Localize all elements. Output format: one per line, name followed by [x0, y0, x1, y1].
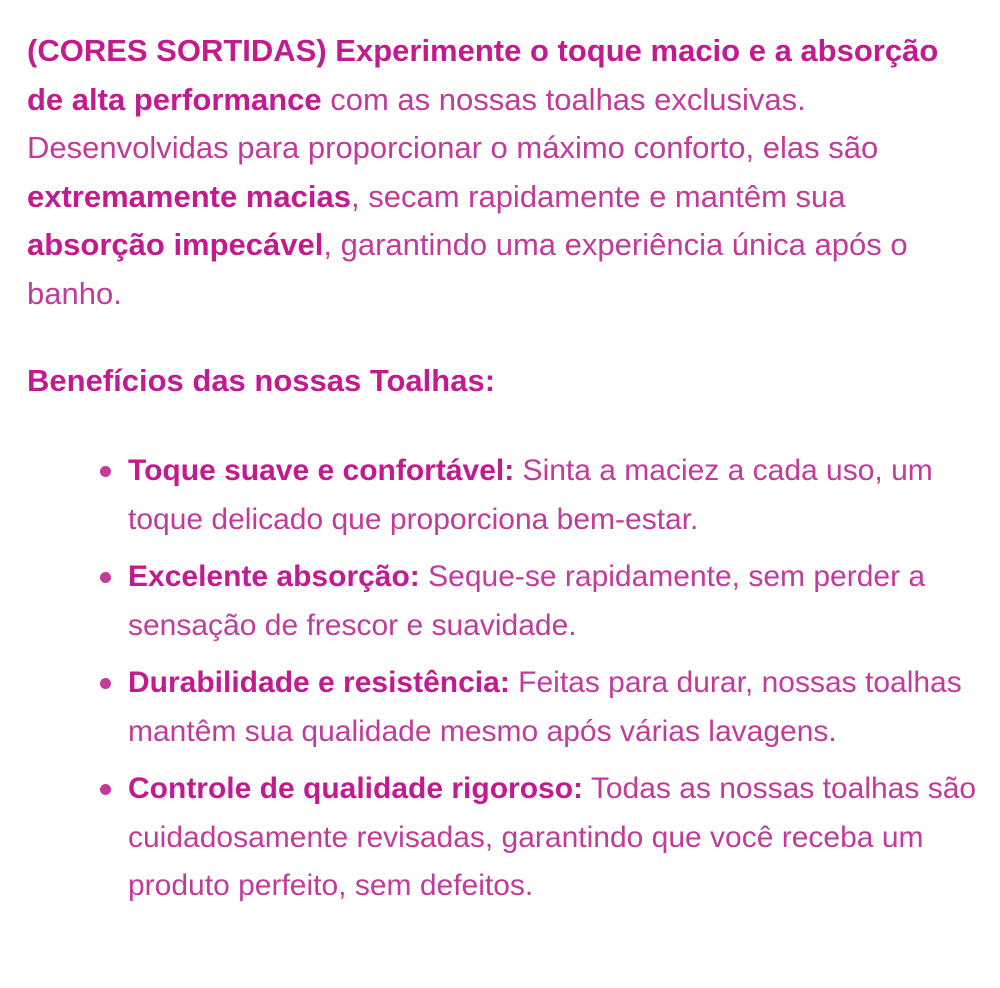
- intro-text: com as nossas toalhas exclusivas. Desenvolvidas para proporcionar o máximo conforto, elas são: [27, 81, 879, 165]
- product-description: [27, 27, 977, 902]
- intro-paragraph: [27, 27, 977, 318]
- benefit-item-quality-control: [27, 765, 977, 911]
- benefit-text: Feitas para durar, nossas toalhas mantêm sua qualidade mesmo após várias lavagens.: [128, 666, 962, 748]
- intro-bold-absorption: absorção impecável: [27, 227, 324, 262]
- intro-bold-soft: extremamente macias: [27, 178, 351, 214]
- benefit-item-durability: [27, 659, 977, 756]
- benefit-text: Sinta a maciez a cada uso, um toque delicado que proporciona bem-estar.: [128, 454, 933, 536]
- benefit-item-absorption: [27, 553, 977, 650]
- benefit-text: Todas as nossas toalhas são cuidadosamente revisadas, garantindo que você receba um produto perfeito, sem defeitos.: [128, 772, 977, 902]
- benefit-label: Controle de qualidade rigoroso:: [128, 772, 584, 805]
- bullet-icon: [100, 572, 111, 583]
- benefits-title: Benefícios das nossas Toalhas:: [27, 363, 496, 398]
- bullet-icon: [100, 466, 111, 477]
- benefit-label: Excelente absorção:: [128, 560, 420, 593]
- intro-text: , garantindo uma experiência única após o banho.: [27, 227, 908, 311]
- benefits-list: [27, 447, 977, 920]
- benefit-label: Durabilidade e resistência:: [128, 666, 510, 699]
- benefit-label: Toque suave e confortável:: [128, 454, 515, 487]
- intro-bold-heading: (CORES SORTIDAS) Experimente o toque macio e a absorção de alta performance: [27, 33, 939, 117]
- bullet-icon: [100, 678, 111, 689]
- benefit-item-soft-touch: [27, 447, 977, 544]
- intro-text: , secam rapidamente e mantêm sua: [350, 178, 846, 214]
- bullet-icon: [100, 784, 111, 795]
- benefit-text: Seque-se rapidamente, sem perder a sensação de frescor e suavidade.: [128, 560, 926, 642]
